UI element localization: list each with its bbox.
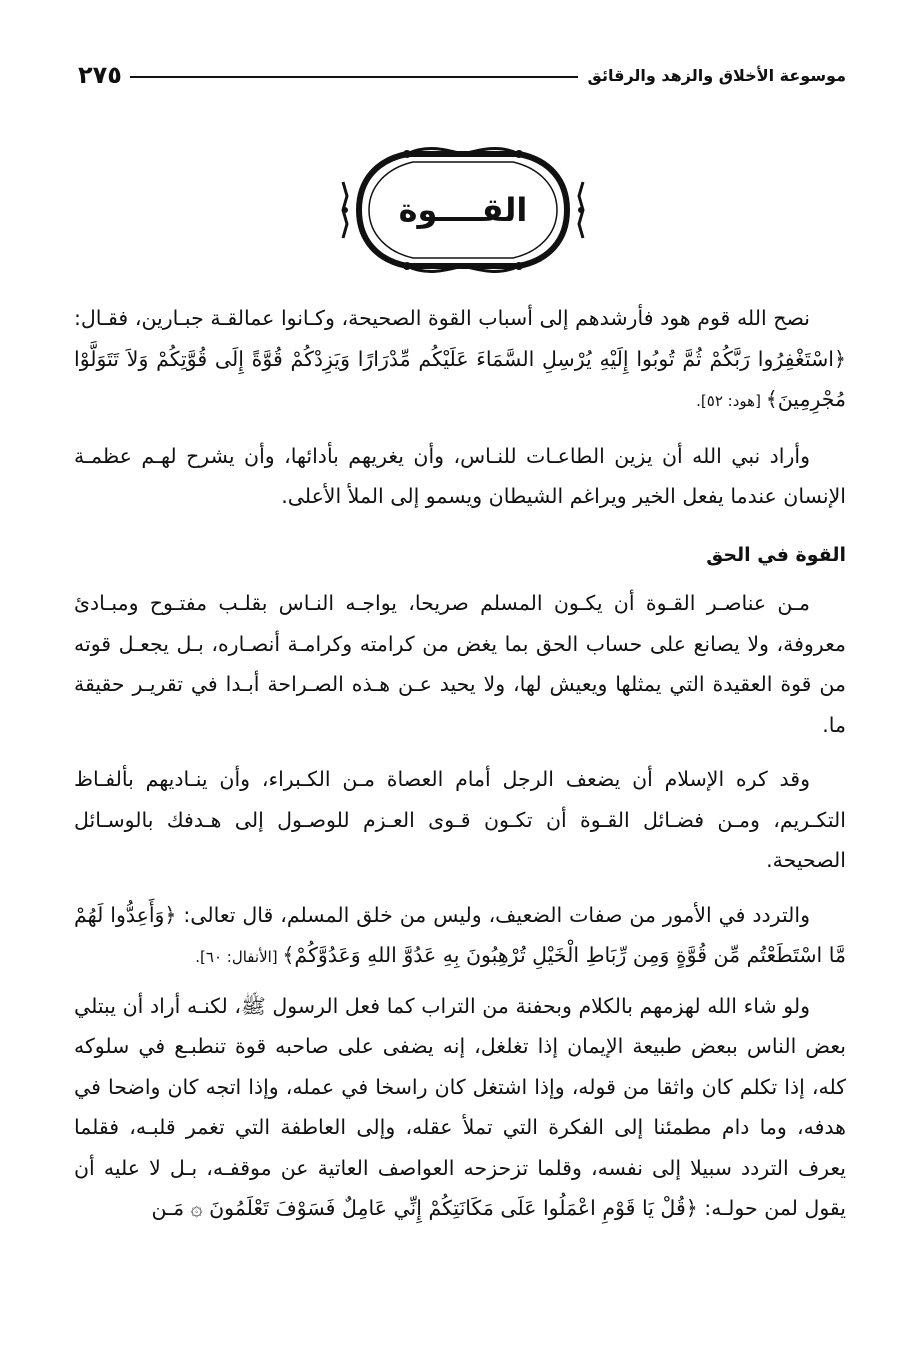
paragraph-5: [74, 895, 846, 978]
paragraph-2-text: وأراد نبي الله أن يزين الطاعـات للنـاس، وأن يغريهم بأدائها، وأن يشرح لهـم عظمـة الإنسان عندما يفعل الخير ويراغم الشيطان ويسمو إلى الملأ الأعلى.: [74, 443, 846, 508]
citation-2: [الأنفال: ٦٠].: [195, 948, 283, 966]
running-title: موسوعة الأخلاق والزهد والرقائق: [587, 65, 846, 85]
quran-verse-2: ﴿وَأَعِدُّوا لَهُمْ مَّا اسْتَطَعْتُم مِّن قُوَّةٍ وَمِن رِّبَاطِ الْخَيْلِ تُرْهِبُونَ بِهِ عَدُوَّ اللهِ وَعَدُوَّكُمْ﴾: [74, 902, 846, 967]
paragraph-6: [74, 986, 846, 1229]
quran-verse-3: ﴿قُلْ يَا قَوْمِ اعْمَلُوا عَلَى مَكَانَتِكُمْ إِنِّي عَامِلٌ فَسَوْفَ تَعْلَمُونَ ۞ مَـن: [151, 1196, 698, 1220]
quran-verse-1: ﴿اسْتَغْفِرُوا رَبَّكُمْ ثُمَّ تُوبُوا إِلَيْهِ يُرْسِلِ السَّمَاءَ عَلَيْكُم مِّدْرَارًا وَيَزِدْكُمْ قُوَّةً إِلَى قُوَّتِكُمْ وَلاَ تَتَوَلَّوْا مُجْرِمِينَ﴾: [74, 346, 846, 411]
section-heading: القوة في الحق: [706, 543, 846, 566]
paragraph-4-text: وقد كره الإسلام أن يضعف الرجل أمام العصاة مـن الكـبراء، وأن ينـاديهم بألفـاظ التكـريم، ومـن فضـائل القـوة أن تكـون قـوى العـزم للوصـول إلى هـدفك بالوسـائل الصحيحة.: [74, 767, 846, 872]
chapter-title-frame: [337, 140, 589, 280]
paragraph-6-text: ولو شاء الله لهزمهم بالكلام وبحفنة من التراب كما فعل الرسول ﷺ، لكنـه أراد أن يبتلي بعض الناس ببعض طبيعة الإيمان إذا تغلغل، إنه يضفى على صاحبه قوة تنطبـع في سلوكه كله، إذا تكلم كان واثقا من قوله، وإذا اشتغل كان راسخا في عمله، وإذا اتجه كان واضحا في هدفه، وما دام مطمئنا إلى الفكرة التي تملأ عقله، وإلى العاطفة التي تغمر قلبـه، فقلما يعرف التردد سبيلا إلى نفسه، وقلما تزحزحه العواصف العاتية عن موقفـه، بـل لا عليه أن يقول لمن حولـه:: [74, 993, 846, 1220]
citation-1: [هود: ٥٢].: [696, 392, 766, 410]
chapter-title: القــــوة: [398, 191, 528, 229]
paragraph-1: [74, 298, 846, 422]
page-number: ٢٧٥: [78, 61, 122, 89]
paragraph-3: [74, 583, 846, 745]
paragraph-3-text: مـن عناصـر القـوة أن يكـون المسلم صريحا، يواجـه النـاس بقلـب مفتـوح ومبـادئ معروفة، ولا يصانع على حساب الحق بما يغض من كرامته وكرامـة أنصـاره، بـل يجعـل قوته من قوة العقيدة التي يمثلها ويعيش لها، ولا يحيد عـن هـذه الصـراحة أبـدا في تقريـر حقيقة ما.: [74, 591, 846, 737]
paragraph-5-text: والتردد في الأمور من صفات الضعيف، وليس من خلق المسلم، قال تعالى:: [176, 902, 810, 927]
paragraph-1-text: نصح الله قوم هود فأرشدهم إلى أسباب القوة الصحيحة، وكـانوا عمالقـة جبـارين، فقـال:: [74, 306, 810, 330]
page-header: [78, 55, 846, 95]
body-text: [74, 298, 846, 1243]
paragraph-4: [74, 759, 846, 881]
paragraph-2: [74, 436, 846, 517]
header-rule: [130, 76, 578, 78]
